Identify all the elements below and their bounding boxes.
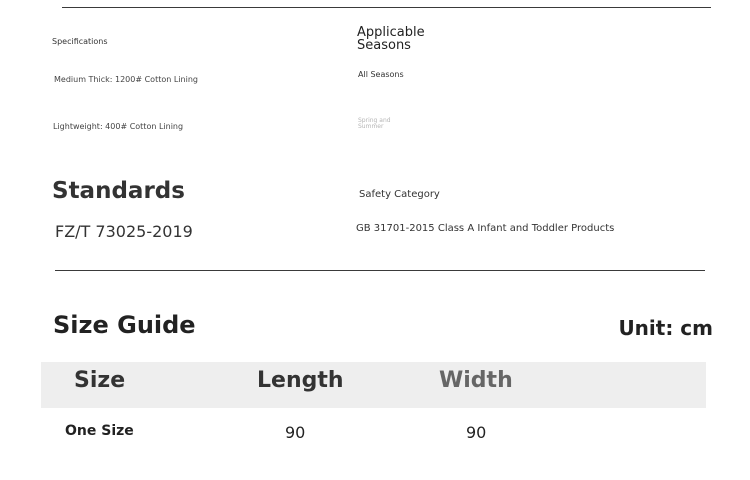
- row-length: 90: [285, 423, 306, 442]
- row-width: 90: [466, 423, 487, 442]
- spec-medium-thick: Medium Thick: 1200# Cotton Lining: [54, 75, 198, 84]
- season-all: All Seasons: [358, 70, 404, 79]
- header-length: Length: [257, 368, 344, 393]
- spec-lightweight: Lightweight: 400# Cotton Lining: [53, 122, 184, 131]
- header-size: Size: [74, 368, 126, 393]
- standards-value: FZ/T 73025-2019: [55, 222, 193, 241]
- applicable-seasons-title: Applicable Seasons: [357, 25, 425, 53]
- mid-divider: [55, 270, 705, 271]
- header-width: Width: [439, 368, 513, 393]
- top-divider: [62, 7, 711, 8]
- standards-title: Standards: [52, 178, 185, 204]
- safety-category-value: GB 31701-2015 Class A Infant and Toddler Products: [356, 223, 615, 234]
- row-size: One Size: [65, 423, 134, 439]
- size-table-header: [41, 362, 706, 408]
- specifications-title: Specifications: [52, 37, 108, 46]
- size-guide-title: Size Guide: [53, 311, 196, 339]
- season-spring-summer: Spring and Summer: [358, 117, 391, 130]
- unit-label: Unit: cm: [618, 316, 713, 340]
- safety-category-title: Safety Category: [359, 189, 440, 200]
